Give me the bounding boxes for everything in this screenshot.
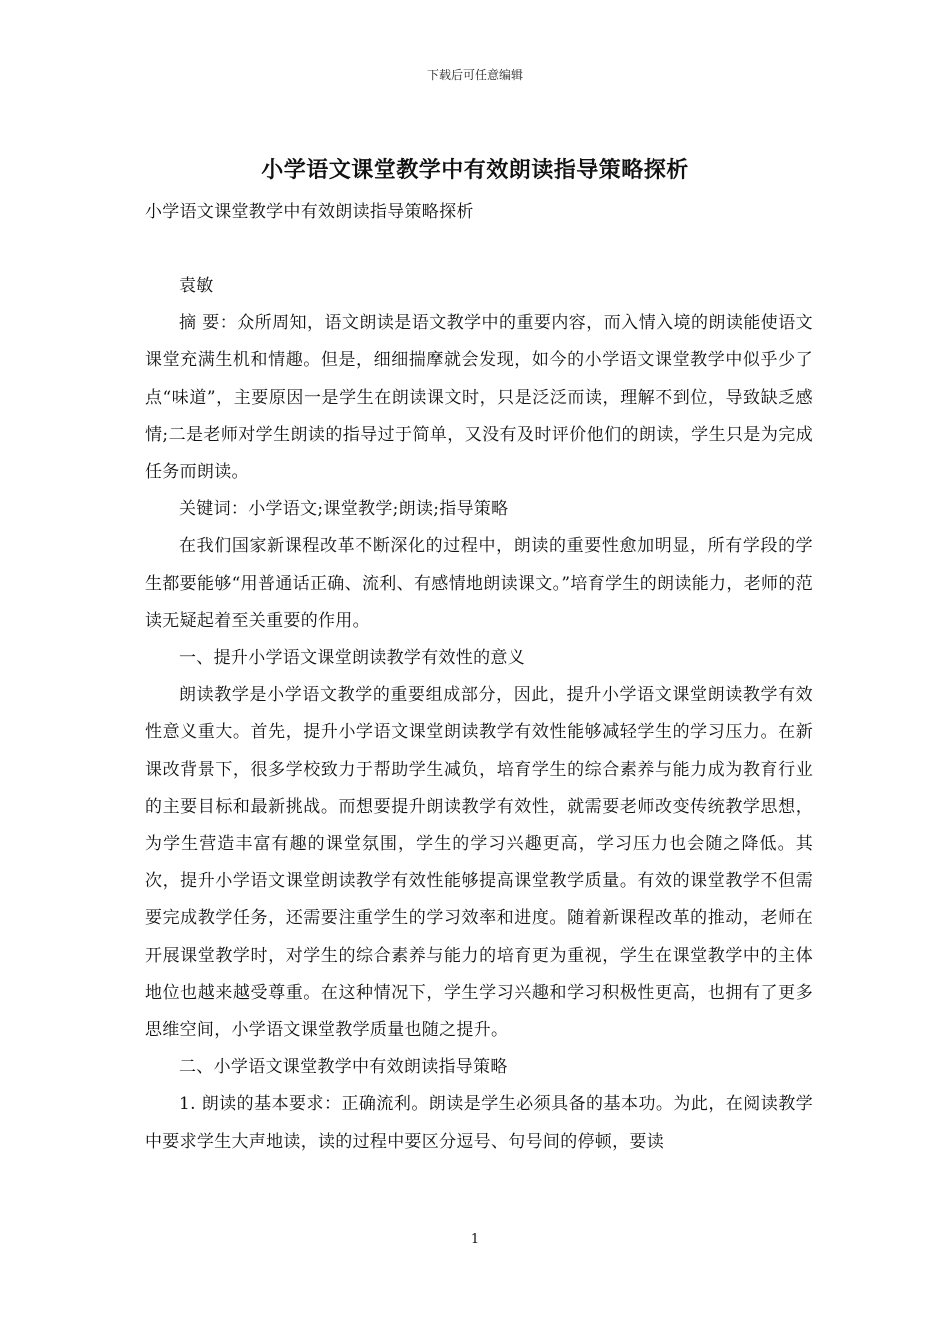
header-note: 下载后可任意编辑: [426, 68, 523, 82]
document-title: 小学语文课堂教学中有效朗读指导策略探析: [261, 158, 689, 183]
document-body: [145, 268, 813, 1161]
document-subtitle: 小学语文课堂教学中有效朗读指导策略探析: [145, 202, 474, 222]
section-heading-2: 二、小学语文课堂教学中有效朗读指导策略: [179, 1057, 508, 1078]
section-2-paragraph: 1. 朗读的基本要求：正确流利。朗读是学生必须具备的基本功。为此，在阅读教学中要求学生大声地读，读的过程中要区分逗号、句号间的停顿，要读: [145, 1094, 813, 1152]
page-number: 1: [470, 1232, 480, 1247]
section-1-paragraph: 朗读教学是小学语文教学的重要组成部分，因此，提升小学语文课堂朗读教学有效性意义重大。首先，提升小学语文课堂朗读教学有效性能够减轻学生的学习压力。在新课改背景下，很多学校致力于帮助学生减负，培育学生的综合素养与能力成为教育行业的主要目标和最新挑战。而想要提升朗读教学有效性，就需要老师改变传统教学思想，为学生营造丰富有趣的课堂氛围，学生的学习兴趣更高，学习压力也会随之降低。其次，提升小学语文课堂朗读教学有效性能够提高课堂教学质量。有效的课堂教学不但需要完成教学任务，还需要注重学生的学习效率和进度。随着新课程改革的推动，老师在开展课堂教学时，对学生的综合素养与能力的培育更为重视，学生在课堂教学中的主体地位也越来越受尊重。在这种情况下，学生学习兴趣和学习积极性更高，也拥有了更多思维空间，小学语文课堂教学质量也随之提升。: [145, 685, 813, 1041]
keywords-paragraph: 关键词：小学语文;课堂教学;朗读;指导策略: [179, 499, 509, 520]
intro-paragraph: 在我们国家新课程改革不断深化的过程中，朗读的重要性愈加明显，所有学段的学生都要能够“用普通话正确、流利、有感情地朗读课文。”培育学生的朗读能力，老师的范读无疑起着至关重要的作用。: [145, 536, 813, 631]
section-heading-1: 一、提升小学语文课堂朗读教学有效性的意义: [179, 648, 525, 669]
abstract-paragraph: 摘 要：众所周知，语文朗读是语文教学中的重要内容，而入情入境的朗读能使语文课堂充满生机和情趣。但是，细细揣摩就会发现，如今的小学语文课堂教学中似乎少了点“味道”，主要原因一是学生在朗读课文时，只是泛泛而读，理解不到位，导致缺乏感情;二是老师对学生朗读的指导过于简单，又没有及时评价他们的朗读，学生只是为完成任务而朗读。: [145, 313, 813, 483]
author-name: 袁敏: [179, 276, 214, 296]
